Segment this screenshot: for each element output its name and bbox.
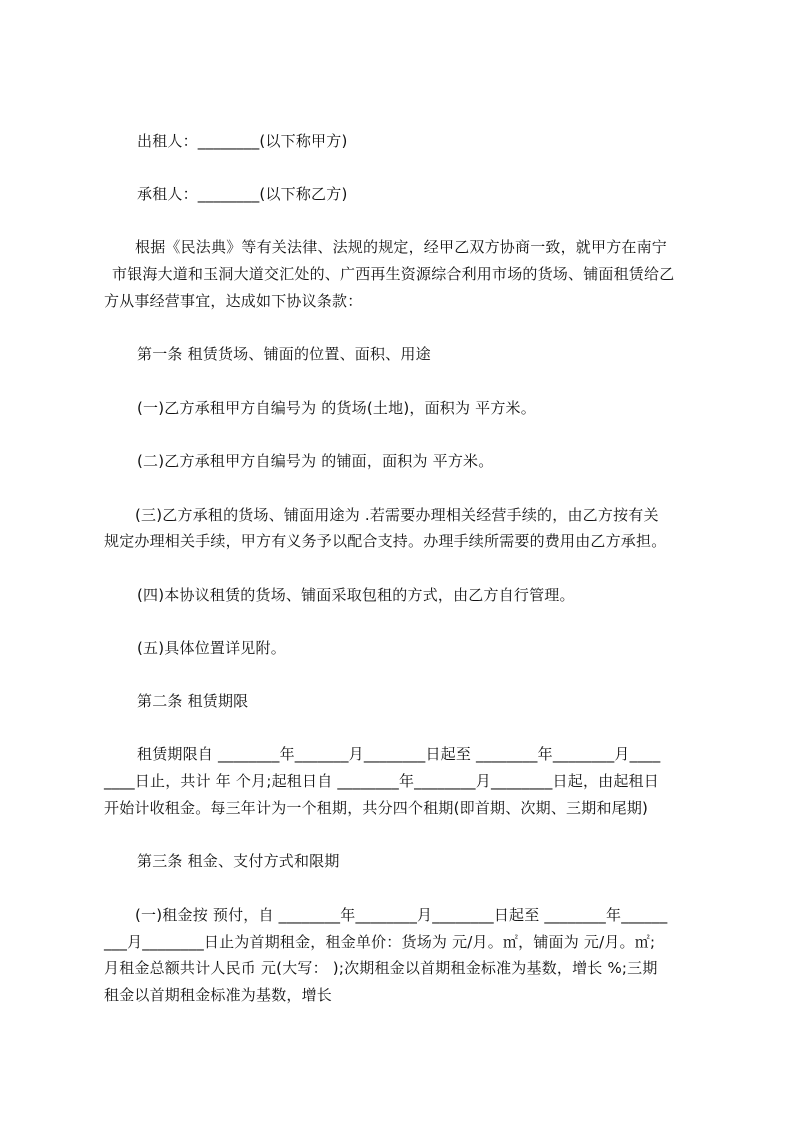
article3-body-line: 租金以首期租金标准为基数，增长 (104, 986, 333, 1004)
article1-item: (五)具体位置详见附。 (137, 639, 286, 657)
article3-body-line: (一)租金按 预付，自 ________年________月________日起至 ________年______ (135, 906, 668, 924)
preamble-line: 方从事经营事宜，达成如下协议条款： (104, 292, 363, 310)
article2-body-line: 租赁期限自 ________年_______月________日起至 ________年________月____ (137, 745, 661, 763)
preamble-line: 市银海大道和玉洞大道交汇处的、广西再生资源综合利用市场的货场、铺面租赁给乙 (112, 265, 675, 283)
article2-body-line: 开始计收租金。每三年计为一个租期，共分四个租期(即首期、次期、三期和尾期) (104, 799, 649, 817)
article3-heading: 第三条 租金、支付方式和限期 (137, 852, 340, 870)
preamble-line: 根据《民法典》等有关法律、法规的规定，经甲乙双方协商一致，就甲方在南宁 (135, 238, 668, 256)
lessor-line: 出租人：________(以下称甲方) (137, 132, 348, 150)
article3-body-line: ___月________日止为首期租金，租金单价：货场为 元/月。㎡，铺面为 元/月。㎡; (104, 933, 656, 951)
article1-heading: 第一条 租赁货场、铺面的位置、面积、用途 (137, 345, 431, 363)
lessee-line: 承租人：________(以下称乙方) (137, 185, 348, 203)
article1-item: 规定办理相关手续，甲方有义务予以配合支持。办理手续所需要的费用由乙方承担。 (104, 532, 667, 550)
article1-item: (三)乙方承租的货场、铺面用途为 .若需要办理相关经营手续的，由乙方按有关 (135, 506, 659, 524)
article2-body-line: ____日止，共计 年 个月;起租日自 ________年________月________日起，由起租日 (104, 772, 659, 790)
article1-item: (一)乙方承租甲方自编号为 的货场(土地)，面积为 平方米。 (137, 399, 536, 417)
article1-item: (四)本协议租赁的货场、铺面采取包租的方式，由乙方自行管理。 (137, 586, 575, 604)
article3-body-line: 月租金总额共计人民币 元(大写： );次期租金以首期租金标准为基数，增长 %;三期 (104, 959, 658, 977)
article1-item: (二)乙方承租甲方自编号为 的铺面，面积为 平方米。 (137, 452, 494, 470)
article2-heading: 第二条 租赁期限 (137, 692, 249, 710)
